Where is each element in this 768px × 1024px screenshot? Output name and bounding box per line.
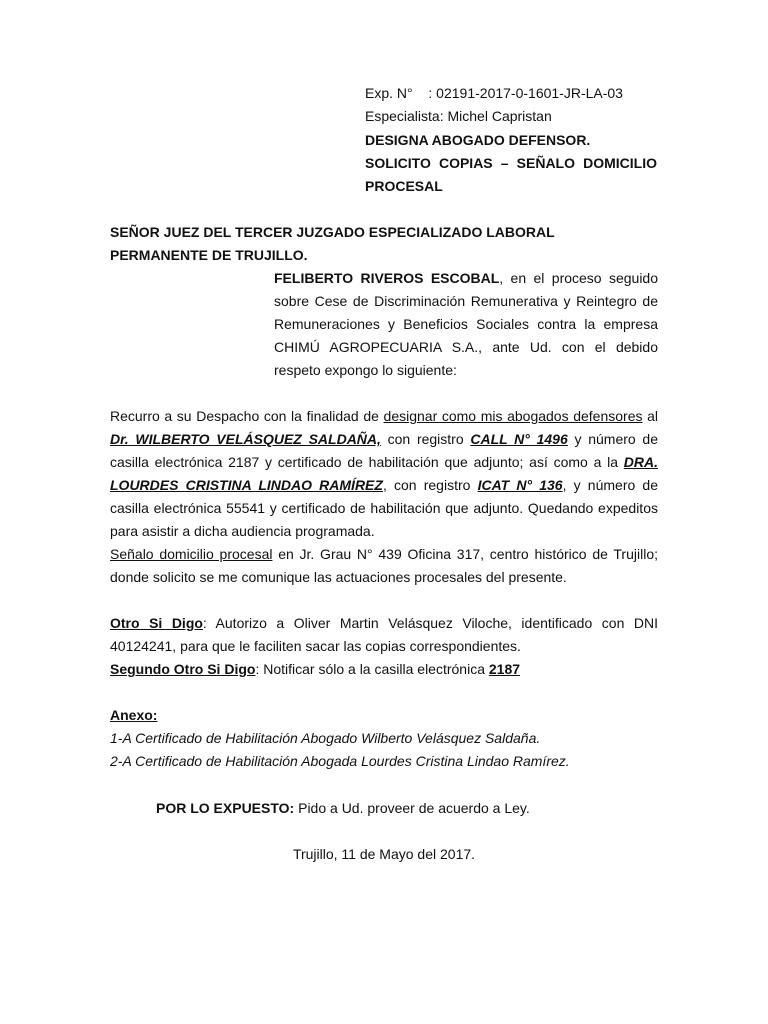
intro-line-4: CHIMÚ AGROPECUARIA S.A., ante Ud. con el debido [274,339,658,355]
addressee-line-1: SEÑOR JUEZ DEL TERCER JUZGADO ESPECIALIZADO LABORAL [110,224,555,240]
annex-item-1: 1-A Certificado de Habilitación Abogado Wilberto Velásquez Saldaña. [110,730,541,746]
intro-line-5: respeto expongo lo siguiente: [274,362,457,378]
otrosi-line-3: Segundo Otro Si Digo: Notificar sólo a la casilla electrónica 2187 [110,661,521,677]
lawyer-1-registry: CALL N° 1496 [470,431,568,447]
case-number [365,82,623,105]
addressee-line-2: PERMANENTE DE TRUJILLO. [110,247,308,263]
intro-line-3: Remuneraciones y Beneficios Sociales contra la empresa [274,316,658,332]
lawyer-2-registry: ICAT N° 136 [477,477,563,493]
sumilla-line-1: DESIGNA ABOGADO DEFENSOR. [365,132,591,148]
lawyer-1-name: Dr. WILBERTO VELÁSQUEZ SALDAÑA, [110,431,381,447]
intro-line-1: FELIBERTO RIVEROS ESCOBAL, en el proceso seguido [274,270,658,286]
body-line-8: donde solicito se me comunique las actuaciones procesales del presente. [110,569,567,585]
body-line-6: para asistir a dicha audiencia programada. [110,523,375,539]
body-line-7: Señalo domicilio procesal en Jr. Grau N° 439 Oficina 317, centro histórico de Trujillo; [110,546,658,562]
date-line: Trujillo, 11 de Mayo del 2017. [292,846,476,862]
specialist: Especialista: Michel Capristan [365,108,552,124]
dra-label: DRA. [623,454,658,470]
body-line-2: Dr. WILBERTO VELÁSQUEZ SALDAÑA, con registro CALL N° 1496 y número de [110,431,658,447]
domicile-underlined: Señalo domicilio procesal [110,546,273,562]
case-number-label: Exp. N° [365,85,413,101]
sumilla-line-2: SOLICITO COPIAS – SEÑALO DOMICILIO [365,155,657,171]
intro-line-2: sobre Cese de Discriminación Remunerativa y Reintegro de [274,293,658,309]
annex-item-2: 2-A Certificado de Habilitación Abogada Lourdes Cristina Lindao Ramírez. [110,753,570,769]
body-line-5: casilla electrónica 55541 y certificado de habilitación que adjunto. Quedando expeditos [110,500,658,516]
otrosi-label: Otro Si Digo [110,615,203,631]
lawyer-2-name: LOURDES CRISTINA LINDAO RAMÍREZ [110,477,383,493]
segundo-otrosi-label: Segundo Otro Si Digo [110,661,256,677]
annex-title: Anexo: [110,707,158,723]
body-line-1: Recurro a su Despacho con la finalidad de designar como mis abogados defensores al [110,408,658,424]
sumilla-line-3: PROCESAL [365,178,443,194]
otrosi-line-2: 40124241, para que le faciliten sacar las copias correspondientes. [110,638,521,654]
body-line-4: LOURDES CRISTINA LINDAO RAMÍREZ, con registro ICAT N° 136, y número de [110,477,658,493]
otrosi-line-1: Otro Si Digo: Autorizo a Oliver Martin Velásquez Viloche, identificado con DNI [110,615,658,631]
petitioner-name: FELIBERTO RIVEROS ESCOBAL [274,270,500,286]
closing-statement: POR LO EXPUESTO: Pido a Ud. proveer de acuerdo a Ley. [156,800,530,816]
case-number-value: : 02191-2017-0-1601-JR-LA-03 [428,85,623,101]
closing-label: POR LO EXPUESTO: [156,800,295,816]
casilla-number: 2187 [488,661,521,677]
body-line-3: casilla electrónica 2187 y certificado de habilitación que adjunto; así como a la DRA. [110,454,658,470]
designation-underlined: designar como mis abogados defensores [383,408,643,424]
